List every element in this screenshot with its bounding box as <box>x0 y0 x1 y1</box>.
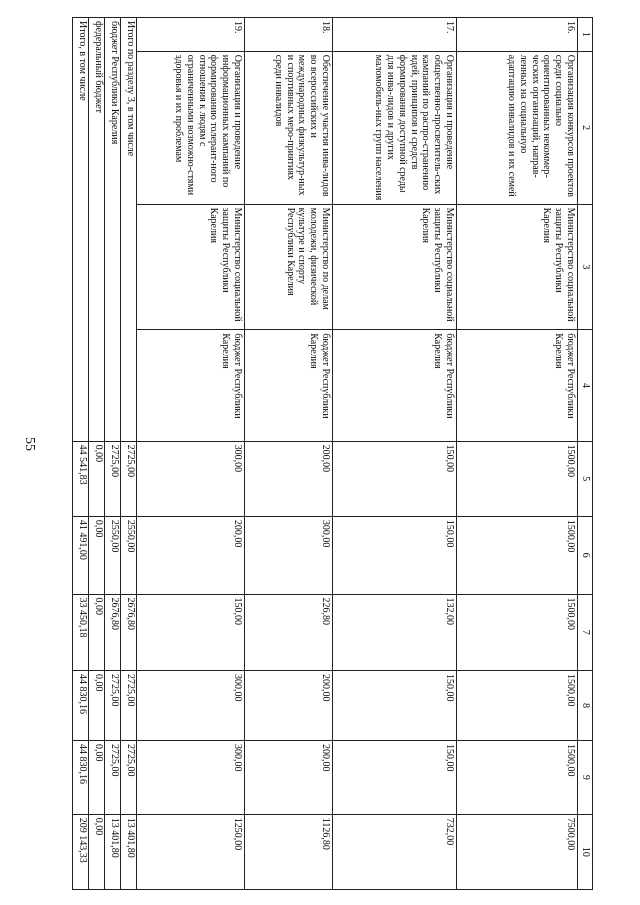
executor-cell: Министерство социальной защиты Республики Карелия <box>137 204 245 330</box>
total-label: федеральный бюджет <box>89 18 105 442</box>
value-cell: 300,00 <box>137 670 245 740</box>
source-cell: бюджет Республики Карелия <box>457 330 578 441</box>
value-cell: 732,00 <box>333 814 457 889</box>
budget-table <box>72 17 593 890</box>
executor-cell: Министерство социальной защиты Республики Карелия <box>457 204 578 330</box>
table-row <box>245 18 333 890</box>
value-cell: 44 830,16 <box>73 740 89 814</box>
value-cell: 41 491,00 <box>73 516 89 594</box>
column-header: 2 <box>578 51 593 204</box>
value-cell: 2676,80 <box>105 594 121 670</box>
value-cell: 0,00 <box>89 594 105 670</box>
value-cell: 7500,00 <box>457 814 578 889</box>
value-cell: 44 830,16 <box>73 670 89 740</box>
value-cell: 150,00 <box>333 670 457 740</box>
value-cell: 200,00 <box>245 740 333 814</box>
value-cell: 2725,00 <box>121 670 137 740</box>
value-cell: 200,00 <box>245 441 333 516</box>
value-cell: 0,00 <box>89 670 105 740</box>
value-cell: 2676,80 <box>121 594 137 670</box>
value-cell: 226,80 <box>245 594 333 670</box>
value-cell: 2725,00 <box>105 670 121 740</box>
value-cell: 300,00 <box>137 441 245 516</box>
source-cell: бюджет Республики Карелия <box>245 330 333 441</box>
value-cell: 1500,00 <box>457 594 578 670</box>
source-cell: бюджет Республики Карелия <box>137 330 245 441</box>
value-cell: 44 541,83 <box>73 441 89 516</box>
value-cell: 13 401,80 <box>105 814 121 889</box>
page-number: 55 <box>22 437 37 451</box>
column-header: 4 <box>578 330 593 441</box>
value-cell: 150,00 <box>333 740 457 814</box>
row-number: 18. <box>245 18 333 52</box>
column-header: 9 <box>578 740 593 814</box>
value-cell: 1500,00 <box>457 670 578 740</box>
column-header: 5 <box>578 441 593 516</box>
total-row <box>105 18 121 890</box>
value-cell: 200,00 <box>245 670 333 740</box>
value-cell: 300,00 <box>245 516 333 594</box>
value-cell: 2725,00 <box>105 740 121 814</box>
table-row <box>457 18 578 890</box>
value-cell: 2725,00 <box>105 441 121 516</box>
column-header: 8 <box>578 670 593 740</box>
total-row <box>89 18 105 890</box>
measure-cell: Организация и проведение информационных кампаний по формированию толерант-ного отношения к людям с ограниченными возможно-стями здоровья и их проблемам <box>137 51 245 204</box>
value-cell: 1500,00 <box>457 740 578 814</box>
column-header: 1 <box>578 18 593 52</box>
measure-cell: Обеспечение участия инва-лидов во всероссийских и международных физкультур-ных и спортивных меро-приятиях среди инвалидов <box>245 51 333 204</box>
source-cell: бюджет Республики Карелия <box>333 330 457 441</box>
executor-cell: Министерство социальной защиты Республики Карелия <box>333 204 457 330</box>
total-label: бюджет Республики Карелия <box>105 18 121 442</box>
total-label: Итого по разделу 3, в том числе <box>121 18 137 442</box>
value-cell: 200,00 <box>137 516 245 594</box>
rotated-page <box>46 17 593 890</box>
value-cell: 2725,00 <box>121 441 137 516</box>
total-row <box>121 18 137 890</box>
value-cell: 1250,00 <box>137 814 245 889</box>
value-cell: 1126,80 <box>245 814 333 889</box>
column-header: 7 <box>578 594 593 670</box>
table-row <box>333 18 457 890</box>
value-cell: 1500,00 <box>457 441 578 516</box>
value-cell: 2550,00 <box>105 516 121 594</box>
value-cell: 209 143,33 <box>73 814 89 889</box>
row-number: 17. <box>333 18 457 52</box>
value-cell: 0,00 <box>89 740 105 814</box>
row-number: 16. <box>457 18 578 52</box>
executor-cell: Министерство по делам молодежи, физической культуре и спорту Республики Карелия <box>245 204 333 330</box>
value-cell: 1500,00 <box>457 516 578 594</box>
value-cell: 2725,00 <box>121 740 137 814</box>
value-cell: 150,00 <box>137 594 245 670</box>
column-header: 10 <box>578 814 593 889</box>
total-label: Итого, в том числе <box>73 18 89 442</box>
value-cell: 150,00 <box>333 516 457 594</box>
measure-cell: Организация и проведение общественно-просветитель-ских кампаний по распро-странению идей, принципов и средств формирования доступной среды для инва-лидов и других маломобиль-ных групп населения <box>333 51 457 204</box>
value-cell: 150,00 <box>333 441 457 516</box>
value-cell: 13 401,80 <box>121 814 137 889</box>
header-row <box>578 18 593 890</box>
total-row <box>73 18 89 890</box>
value-cell: 132,00 <box>333 594 457 670</box>
value-cell: 33 450,18 <box>73 594 89 670</box>
column-header: 6 <box>578 516 593 594</box>
value-cell: 0,00 <box>89 441 105 516</box>
value-cell: 0,00 <box>89 516 105 594</box>
column-header: 3 <box>578 204 593 330</box>
table-row <box>137 18 245 890</box>
value-cell: 300,00 <box>137 740 245 814</box>
row-number: 19. <box>137 18 245 52</box>
value-cell: 2550,00 <box>121 516 137 594</box>
value-cell: 0,00 <box>89 814 105 889</box>
measure-cell: Организация конкурсов проектов среди социально ориентированных некоммер-ческих организаций, направ-ленных на социальную адаптацию инвалидов и их семей <box>457 51 578 204</box>
